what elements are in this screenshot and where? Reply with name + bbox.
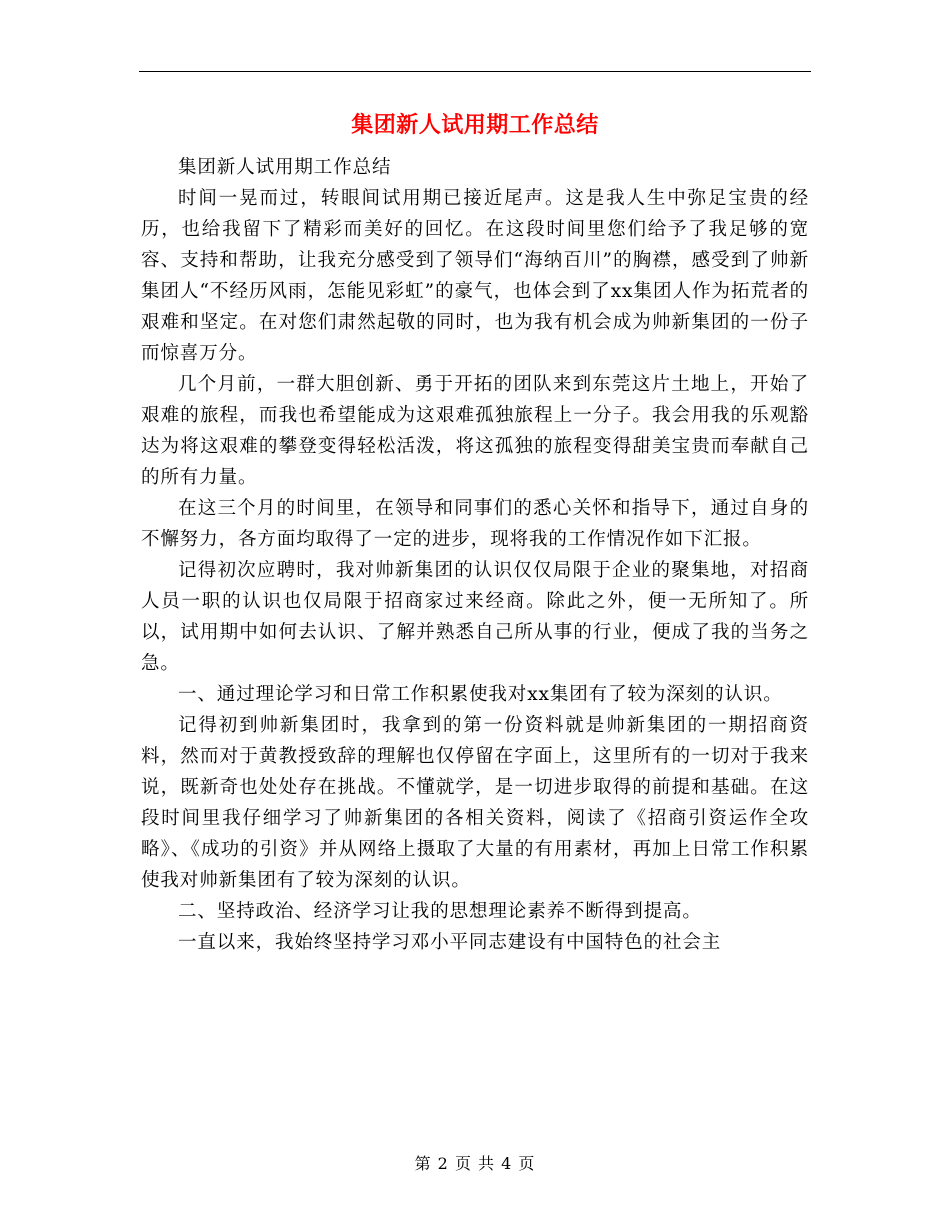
page-number: 第 2 页 共 4 页: [414, 1154, 536, 1173]
paragraph: 一直以来，我始终坚持学习邓小平同志建设有中国特色的社会主: [178, 932, 722, 953]
section-heading: 二、坚持政治、经济学习让我的思想理论素养不断得到提高。: [178, 901, 702, 922]
header-rule: [139, 71, 811, 72]
document-body: [141, 152, 809, 958]
paragraph: 时间一晃而过，转眼间试用期已接近尾声。这是我人生中弥足宝贵的经历，也给我留下了精彩而美好的回忆。在这段时间里您们给予了我足够的宽容、支持和帮助，让我充分感受到了领导们“海纳百川”的胸襟，感受到了帅新集团人“不经历风雨，怎能见彩虹”的豪气，也体会到了xx集团人作为拓荒者的艰难和坚定。在对您们肃然起敬的同时，也为我有机会成为帅新集团的一份子而惊喜万分。: [141, 188, 809, 364]
section-heading: 一、通过理论学习和日常工作积累使我对xx集团有了较为深刻的认识。: [178, 684, 783, 705]
paragraph: 记得初次应聘时，我对帅新集团的认识仅仅局限于企业的聚集地，对招商人员一职的认识也仅局限于招商家过来经商。除此之外，便一无所知了。所以，试用期中如何去认识、了解并熟悉自己所从事的行业，便成了我的当务之急。: [141, 560, 809, 674]
paragraph: 几个月前，一群大胆创新、勇于开拓的团队来到东莞这片土地上，开始了艰难的旅程，而我也希望能成为这艰难孤独旅程上一分子。我会用我的乐观豁达为将这艰难的攀登变得轻松活泼，将这孤独的旅程变得甜美宝贵而奉献自己的所有力量。: [141, 374, 809, 488]
paragraph: 在这三个月的时间里，在领导和同事们的悉心关怀和指导下，通过自身的不懈努力，各方面均取得了一定的进步，现将我的工作情况作如下汇报。: [141, 498, 809, 550]
paragraph-subtitle: 集团新人试用期工作总结: [178, 157, 392, 178]
document-title: 集团新人试用期工作总结: [351, 113, 599, 138]
paragraph: 记得初到帅新集团时，我拿到的第一份资料就是帅新集团的一期招商资料，然而对于黄教授致辞的理解也仅停留在字面上，这里所有的一切对于我来说，既新奇也处处存在挑战。不懂就学，是一切进步取得的前提和基础。在这段时间里我仔细学习了帅新集团的各相关资料，阅读了《招商引资运作全攻略》、《成功的引资》并从网络上摄取了大量的有用素材，再加上日常工作积累使我对帅新集团有了较为深刻的认识。: [141, 715, 809, 891]
